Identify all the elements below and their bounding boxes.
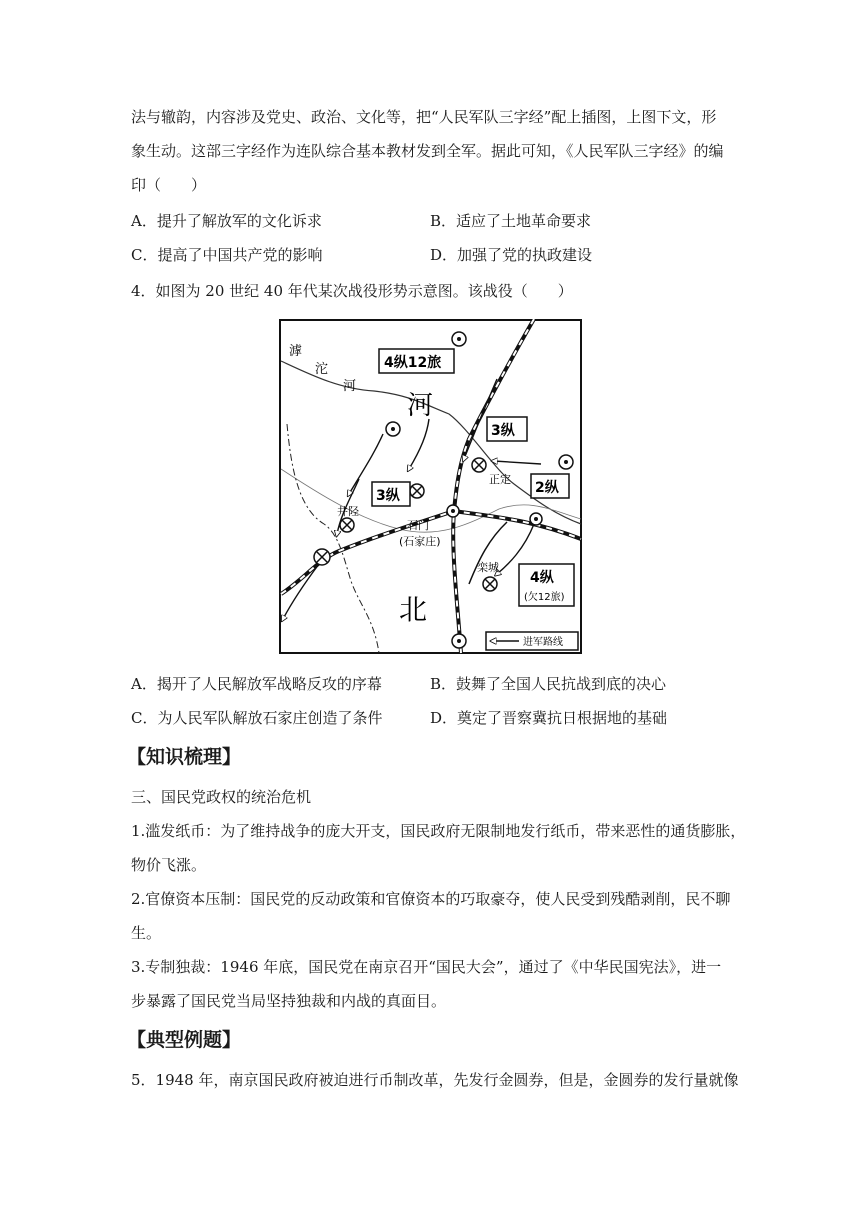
q3-text-line-1: 法与辙韵，内容涉及党史、政治、文化等，把“人民军队三字经”配上插图，上图下文，形 [131, 108, 717, 126]
knowledge-heading: 【知识梳理】 [127, 746, 242, 768]
battle-map [279, 319, 582, 654]
q4-option-d[interactable]: D．奠定了晋察冀抗日根据地的基础 [430, 709, 668, 727]
city-label-jingxing: 井陉 [337, 505, 359, 518]
river-char-2: 沱 [315, 362, 329, 377]
knowledge-p3-line-2: 步暴露了国民党当局坚持独裁和内战的真面目。 [131, 992, 447, 1010]
city-label-shijiazhuang: (石家庄) [399, 535, 441, 548]
unit-label-3z-right: 3纵 [491, 423, 515, 439]
unit-label-4z-note: (欠12旅) [524, 592, 565, 603]
q3-option-d[interactable]: D．加强了党的执政建设 [430, 246, 593, 264]
region-label-he: 河 [407, 391, 434, 421]
knowledge-p3-line-1: 3.专制独裁：1946 年底，国民党在南京召开“国民大会”，通过了《中华民国宪法》，进一 [131, 958, 722, 976]
knowledge-p2-line-2: 生。 [131, 924, 162, 942]
city-label-luancheng: 栾城 [477, 561, 499, 574]
unit-label-4z12l: 4纵12旅 [384, 355, 442, 371]
q3-option-c[interactable]: C．提高了中国共产党的影响 [131, 246, 323, 264]
river-char-3: 河 [343, 379, 357, 394]
q3-option-b[interactable]: B．适应了土地革命要求 [430, 212, 592, 230]
knowledge-p2-line-1: 2.官僚资本压制：国民党的反动政策和官僚资本的巧取豪夺，使人民受到残酷剥削，民不聊 [131, 890, 731, 908]
city-label-zhengding: 正定 [489, 473, 511, 486]
examples-heading: 【典型例题】 [127, 1029, 242, 1051]
unit-label-4z: 4纵 [530, 570, 554, 586]
q3-option-a[interactable]: A．提升了解放军的文化诉求 [131, 212, 322, 230]
river-char-1: 滹 [289, 344, 303, 359]
q4-option-a[interactable]: A．揭开了人民解放军战略反攻的序幕 [131, 675, 382, 693]
knowledge-subtitle: 三、国民党政权的统治危机 [131, 788, 312, 806]
q4-option-c[interactable]: C．为人民军队解放石家庄创造了条件 [131, 709, 383, 727]
q3-text-line-3: 印（ ） [131, 176, 207, 194]
unit-label-3z-left: 3纵 [376, 488, 400, 504]
unit-label-2z: 2纵 [535, 480, 559, 496]
q3-text-line-2: 象生动。这部三字经作为连队综合基本教材发到全军。据此可知，《人民军队三字经》的编 [131, 142, 724, 160]
q4-stem: 4．如图为 20 世纪 40 年代某次战役形势示意图。该战役（ ） [131, 282, 573, 300]
q4-option-b[interactable]: B．鼓舞了全国人民抗战到底的决心 [430, 675, 667, 693]
q5-text-line-1: 5．1948 年，南京国民政府被迫进行币制改革，先发行金圆券，但是，金圆券的发行量就像 [131, 1071, 739, 1089]
knowledge-p1-line-1: 1.滥发纸币：为了维持战争的庞大开支，国民政府无限制地发行纸币，带来恶性的通货膨胀， [131, 822, 746, 840]
knowledge-p1-line-2: 物价飞涨。 [131, 856, 207, 874]
city-label-shimen: 石门 [407, 519, 429, 532]
region-label-bei: 北 [399, 593, 428, 626]
legend-label: 进军路线 [523, 637, 563, 648]
